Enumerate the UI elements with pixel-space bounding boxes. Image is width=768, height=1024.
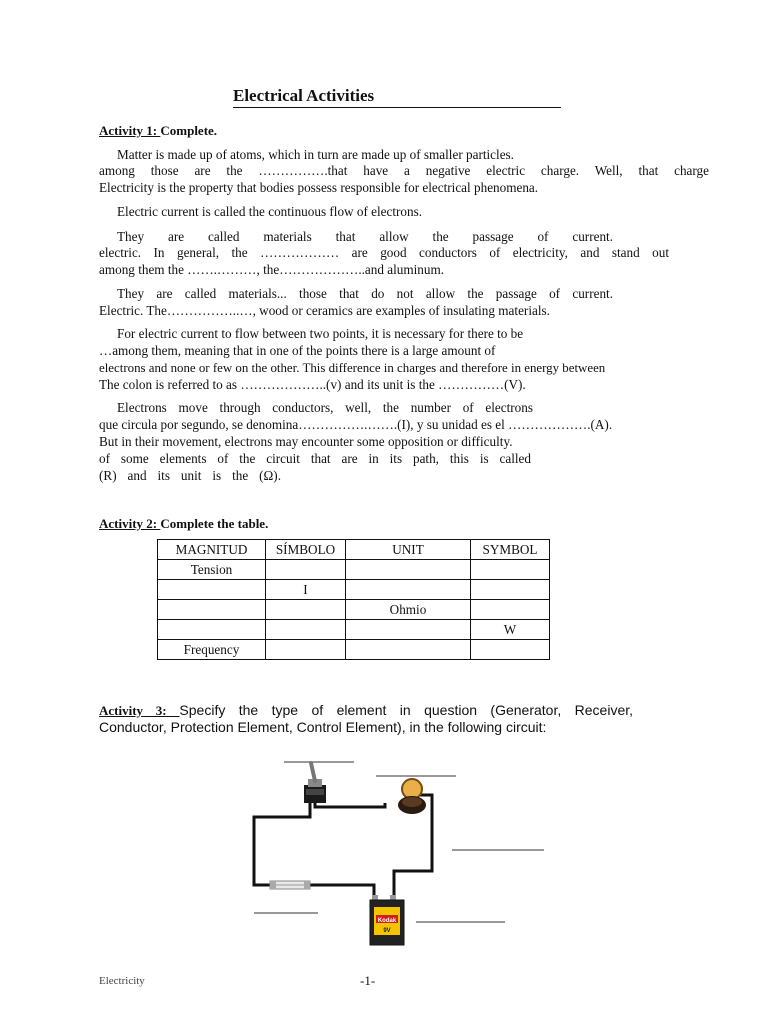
table-cell[interactable]: [158, 620, 266, 640]
activity1-line: They are called materials that allow the passage of current.: [117, 229, 613, 244]
table-cell[interactable]: Tension: [158, 560, 266, 580]
activity3-label: Activity 3:: [99, 703, 180, 718]
table-cell[interactable]: Frequency: [158, 640, 266, 660]
activity1-line: Electricity is the property that bodies possess responsible for electrical phenomena.: [99, 180, 539, 195]
table-header-cell: UNIT: [346, 540, 471, 560]
activity1-line: Matter is made up of atoms, which in turn are made up of smaller particles.: [117, 147, 514, 162]
battery-icon: [370, 895, 404, 945]
page-number: -1-: [360, 973, 376, 988]
switch-icon: [304, 763, 326, 803]
table-header-cell: MAGNITUD: [158, 540, 266, 560]
activity2-instruction: Complete the table.: [160, 516, 269, 531]
table-cell[interactable]: Ohmio: [346, 600, 471, 620]
activity1-line: among those are the …………….that have a negative electric charge. Well, that charge: [99, 163, 709, 178]
activity1-line: For electric current to flow between two points, it is necessary for there to be: [117, 326, 524, 341]
table-cell[interactable]: [266, 560, 346, 580]
circuit-diagram: [240, 745, 560, 955]
footer-subject: Electricity: [99, 975, 145, 987]
activity1-line: electrons and none or few on the other. This difference in charges and therefore in energy between: [99, 361, 606, 375]
table-header-cell: SÍMBOLO: [266, 540, 346, 560]
table-row: [158, 580, 550, 600]
table-row: [158, 620, 550, 640]
activity1-line: (R) and its unit is the (Ω).: [99, 468, 281, 483]
wire: [254, 800, 310, 885]
activity1-label: Activity 1:: [99, 123, 161, 138]
table-cell[interactable]: [346, 640, 471, 660]
table-cell[interactable]: I: [266, 580, 346, 600]
table-cell[interactable]: [158, 600, 266, 620]
table-cell[interactable]: [346, 580, 471, 600]
activity1-line: of some elements of the circuit that are in its path, this is called: [99, 451, 531, 466]
table-cell[interactable]: [471, 580, 550, 600]
battery-brand: Kodak: [377, 918, 397, 924]
activity3-text-line2: Conductor, Protection Element, Control Element), in the following circuit:: [99, 719, 547, 735]
table-cell[interactable]: [266, 600, 346, 620]
activity1-line: electric. In general, the ……………… are good conductors of electricity, and stand out: [99, 245, 669, 260]
activity1-instruction: Complete.: [160, 123, 218, 138]
table-cell[interactable]: [346, 620, 471, 640]
activity1-line: Electric current is called the continuous flow of electrons.: [117, 204, 423, 219]
table-row: [158, 560, 550, 580]
activity1-line: But in their movement, electrons may encounter some opposition or difficulty.: [99, 434, 513, 449]
table-cell[interactable]: [346, 560, 471, 580]
activity3-line: [99, 702, 633, 719]
activity1-line: Electrons move through conductors, well, the number of electrons: [117, 400, 533, 415]
activity1-line: The colon is referred to as ………………..(v) and its unit is the ……………(V).: [99, 377, 526, 392]
activity1-line: …among them, meaning that in one of the points there is a large amount of: [99, 343, 496, 358]
table-cell[interactable]: [266, 620, 346, 640]
activity1-line: among them the …….………, the………………..and aluminum.: [99, 262, 445, 277]
table-cell[interactable]: [471, 560, 550, 580]
activity2-label: Activity 2:: [99, 516, 161, 531]
table-cell[interactable]: [158, 580, 266, 600]
table-cell[interactable]: [266, 640, 346, 660]
table-cell[interactable]: [471, 600, 550, 620]
table-header-row: [158, 540, 550, 560]
activity1-line: Electric. The……………..…, wood or ceramics are examples of insulating materials.: [99, 303, 550, 318]
activity1-line: que circula por segundo, se denomina…………….…….(I), y su unidad es el ……………….(A).: [99, 417, 613, 432]
activity1-line: They are called materials... those that do not allow the passage of current.: [117, 286, 613, 301]
activity2-heading: [99, 516, 268, 532]
fuse-icon: [270, 881, 310, 889]
wire: [310, 885, 374, 895]
activity1-heading: [99, 123, 217, 139]
magnitudes-table: [157, 539, 550, 660]
table-row: [158, 600, 550, 620]
table-row: [158, 640, 550, 660]
table-header-cell: SYMBOL: [471, 540, 550, 560]
table-cell[interactable]: W: [471, 620, 550, 640]
page-title: Electrical Activities: [233, 86, 561, 108]
battery-voltage: 9V: [383, 928, 391, 934]
activity3-text-line1: Specify the type of element in question (Generator, Receiver,: [179, 702, 634, 718]
table-cell[interactable]: [471, 640, 550, 660]
